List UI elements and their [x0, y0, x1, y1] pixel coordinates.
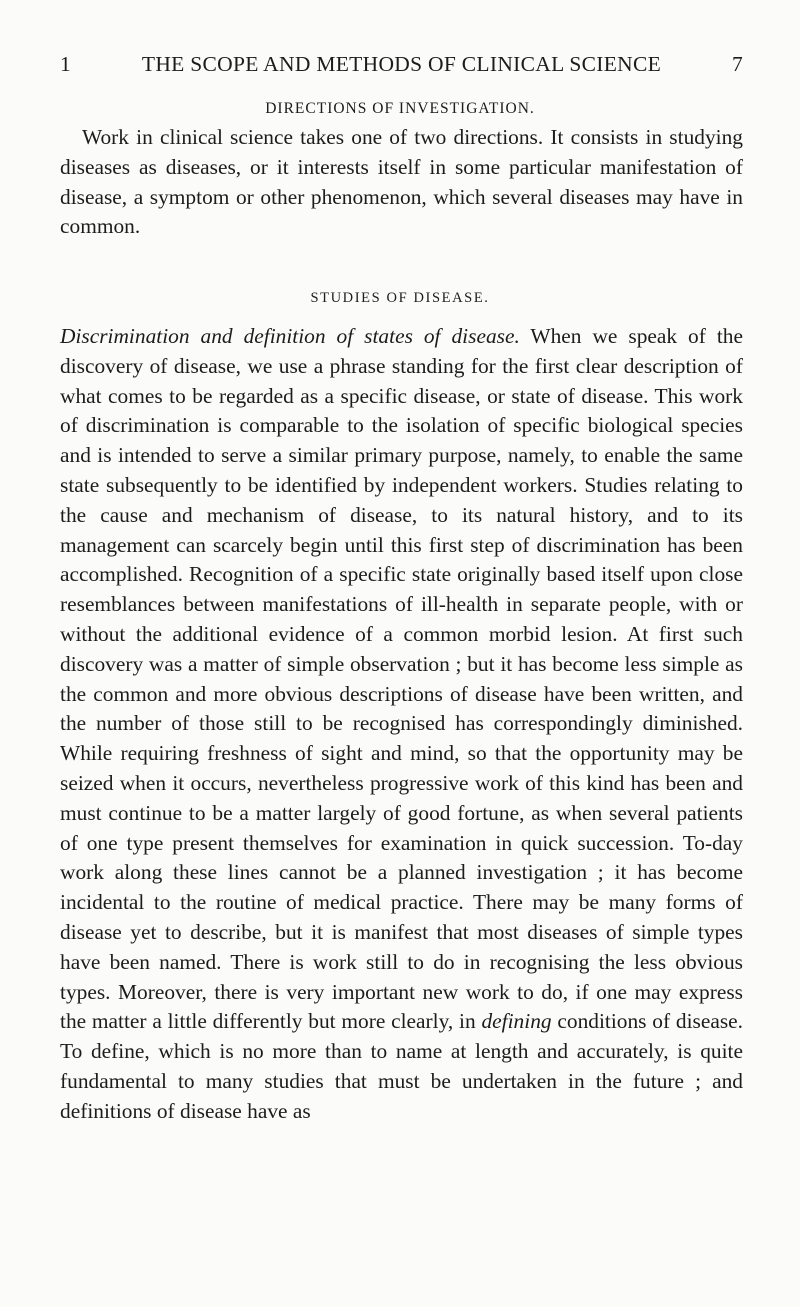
paragraph-studies	[60, 322, 743, 1127]
section-heading-studies: STUDIES OF DISEASE.	[310, 290, 490, 306]
paragraph-body-part1: When we speak of the discovery of disease, we use a phrase standing for the first clear description of what comes to be regarded as a specific disease, or state of disease. This work of discrimination is comparable to the isolation of specific biological species and is intended to serve a similar primary purpose, namely, to enable the same state subsequently to be identified by independent workers. Studies relating to the cause and mechanism of disease, to its natural history, and to its management can scarcely begin until this first step of discrimination has been accomplished. Recognition of a specific state originally based itself upon close resemblances between manifestations of ill-health in separate people, with or without the additional evidence of a common morbid lesion. At first such discovery was a matter of simple observation ; but it has become less simple as the common and more obvious descriptions of disease have been written, and the number of those still to be recognised has correspondingly diminished. While requiring freshness of sight and mind, so that the opportunity may be seized when it occurs, nevertheless progressive work of this kind has been and must continue to be a matter largely of good fortune, as when several patients of one type present themselves for examination in quick succession. To-day work along these lines cannot be a planned investigation ; it has become incidental to the routine of medical practice. There may be many forms of disease yet to describe, but it is manifest that most diseases of simple types have been named. There is work still to do in recognising the less obvious types. Moreover, there is very important new work to do, if one may express the matter a little differently but more clearly, in	[60, 324, 743, 1034]
page-number: 7	[731, 52, 743, 76]
paragraph-directions: Work in clinical science takes one of two directions. It consists in studying diseases as diseases, or it interests itself in some particular manifestation of disease, a symptom or other phenomenon, which several diseases may have in common.	[60, 125, 743, 239]
chapter-number: 1	[60, 52, 72, 76]
paragraph-lead-italic: Discrimination and definition of states of disease.	[60, 324, 520, 348]
running-head	[60, 52, 743, 77]
running-head-title: THE SCOPE AND METHODS OF CLINICAL SCIENCE	[141, 52, 662, 76]
paragraph-body-part2: conditions of disease. To define, which is no more than to name at length and accurately, is quite fundamental to many studies that must be undertaken in the future ; and definitions of disease have as	[60, 1009, 744, 1123]
section-heading-directions: DIRECTIONS OF INVESTIGATION.	[265, 100, 535, 117]
italic-word-defining: defining	[481, 1009, 552, 1034]
